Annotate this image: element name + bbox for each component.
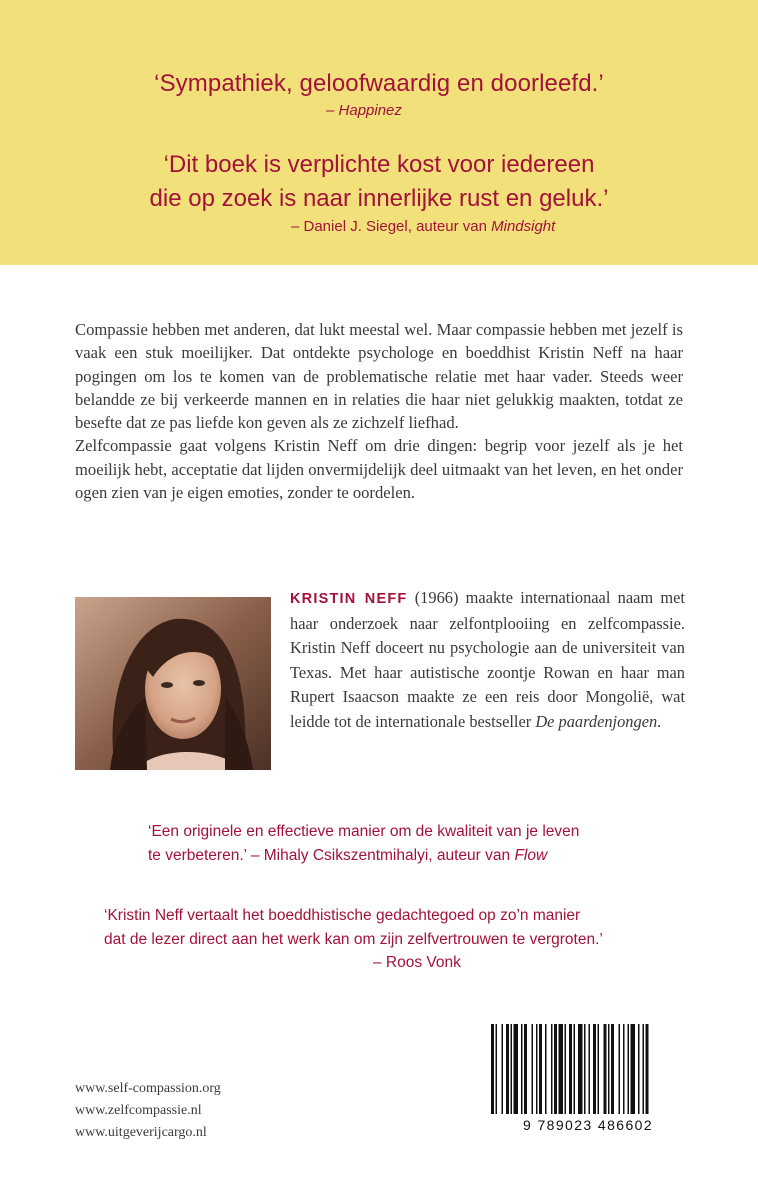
- barcode-bar: [536, 1024, 538, 1114]
- barcode-bar: [608, 1024, 610, 1114]
- barcode-bar: [574, 1024, 576, 1114]
- quote-happinez: ‘Sympathiek, geloofwaardig en doorleefd.’: [154, 70, 604, 97]
- barcode-bar: [623, 1024, 625, 1114]
- barcode-bar: [578, 1024, 583, 1114]
- barcode-bar: [539, 1024, 542, 1114]
- barcode-bar: [638, 1024, 640, 1114]
- barcode-bar: [491, 1024, 494, 1114]
- intro-paragraph-2: Zelfcompassie gaat volgens Kristin Neff om drie dingen: begrip voor jezelf als je het moeilijk hebt, acceptatie dat lijden onvermijdelijk deel uitmaakt van het leven, en het onder ogen zien van je eigen emoties, zonder te oordelen.: [75, 436, 683, 503]
- author-name: KRISTIN NEFF: [290, 591, 408, 607]
- barcode-bar: [589, 1024, 591, 1114]
- barcode-bar: [611, 1024, 614, 1114]
- barcode-bars: [483, 1022, 693, 1116]
- author-bio: KRISTIN NEFF (1966) maakte internationaal naam met haar onderzoek naar zelfontplooiing en zelfcompassie. Kristin Neff doceert nu psychologie aan de universiteit van Texas. Met haar autistische zoontje Rowan en haar man Rupert Isaacson maakte ze een reis door Mongolië, wat leidde tot de internationale bestseller De paardenjongen.: [290, 588, 685, 731]
- website-links: [75, 1078, 221, 1144]
- barcode-bar: [506, 1024, 509, 1114]
- isbn-number: 9 789023 486602: [523, 1117, 653, 1133]
- quote-csikszentmihalyi: ‘Een originele en effectieve manier om de kwaliteit van je leven te verbeteren.’ – Mihaly Csikszentmihalyi, auteur van Flow: [148, 823, 580, 864]
- barcode-bar: [565, 1024, 567, 1114]
- intro-text: [75, 318, 683, 504]
- barcode-bar: [643, 1024, 645, 1114]
- barcode-bar: [532, 1024, 534, 1114]
- link-uitgeverijcargo[interactable]: www.uitgeverijcargo.nl: [75, 1125, 207, 1140]
- quote-siegel: ‘Dit boek is verplichte kost voor iedereen die op zoek is naar innerlijke rust en geluk.’: [149, 151, 609, 212]
- barcode-bar: [511, 1024, 513, 1114]
- link-self-compassion[interactable]: www.self-compassion.org: [75, 1081, 221, 1096]
- barcode-bar: [514, 1024, 519, 1114]
- author-photo: [75, 597, 271, 770]
- barcode-bar: [551, 1024, 553, 1114]
- quote-siegel-source: – Daniel J. Siegel, auteur van Mindsight: [291, 218, 556, 235]
- barcode-bar: [521, 1024, 523, 1114]
- barcode-bar: [646, 1024, 649, 1114]
- barcode-bar: [502, 1024, 504, 1114]
- link-zelfcompassie[interactable]: www.zelfcompassie.nl: [75, 1103, 202, 1118]
- quote-happinez-source: – Happinez: [326, 102, 402, 119]
- barcode-bar: [545, 1024, 547, 1114]
- barcode-bar: [584, 1024, 586, 1114]
- intro-paragraph-1: Compassie hebben met anderen, dat lukt meestal wel. Maar compassie hebben met jezelf is vaak een stuk moeilijker. Dat ontdekte psychologe en boeddhist Kristin Neff na haar pogingen om los te komen van de problematische relatie met haar vader. Steeds weer belandde ze bij verkeerde mannen en in relaties die haar niet gelukkig maakten, totdat ze besefte dat ze pas liefde kon geven als ze zichzelf liefhad.: [75, 320, 683, 433]
- barcode-bar: [496, 1024, 498, 1114]
- barcode-bar: [619, 1024, 621, 1114]
- isbn-barcode: [483, 1022, 693, 1132]
- barcode-bar: [593, 1024, 596, 1114]
- quote-vonk-source: – Roos Vonk: [373, 954, 461, 971]
- barcode-bar: [524, 1024, 527, 1114]
- barcode-bar: [628, 1024, 630, 1114]
- author-portrait-image: [75, 597, 271, 770]
- quote-vonk: ‘Kristin Neff vertaalt het boeddhistische gedachtegoed op zo’n manier dat de lezer direct aan het werk kan om zijn zelfvertrouwen te vergroten.’: [104, 907, 603, 948]
- barcode-bar: [604, 1024, 607, 1114]
- barcode-bar: [554, 1024, 557, 1114]
- barcode-bar: [598, 1024, 600, 1114]
- book-title: De paardenjongen: [535, 711, 658, 731]
- barcode-bar: [559, 1024, 564, 1114]
- barcode-bar: [631, 1024, 636, 1114]
- barcode-bar: [569, 1024, 572, 1114]
